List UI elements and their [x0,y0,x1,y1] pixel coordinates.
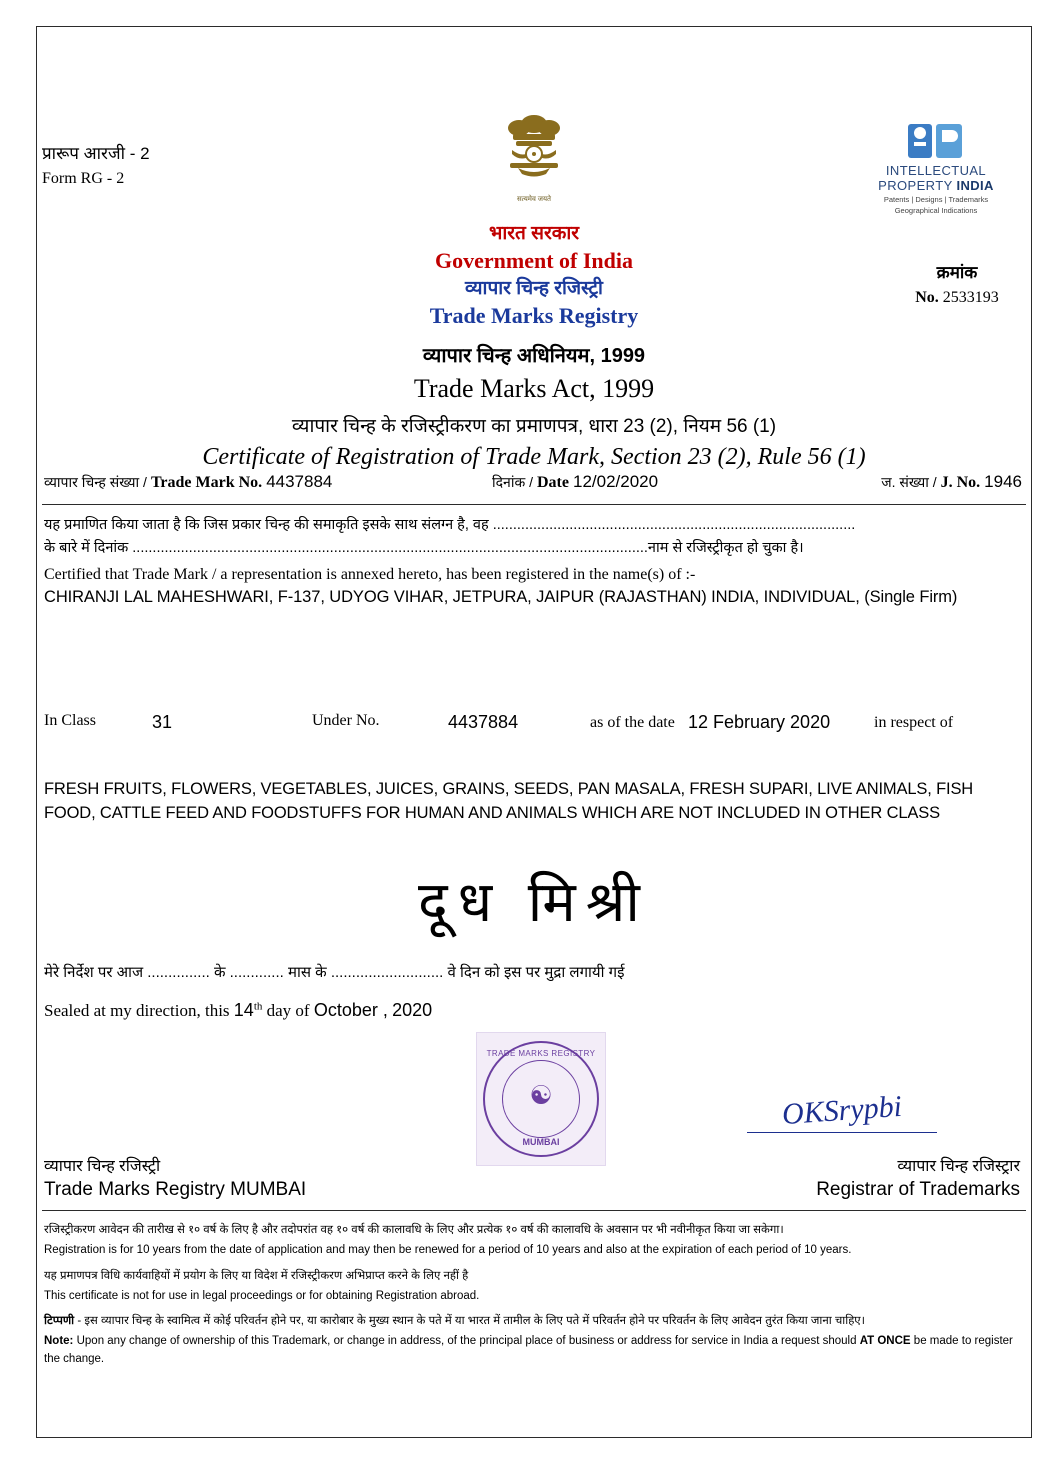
form-label-english: Form RG - 2 [42,169,125,187]
certificate-title-english: Certificate of Registration of Trade Mark, Section 23 (2), Rule 56 (1) [202,444,866,471]
serial-value: 2533193 [942,288,999,306]
registrar-english: Registrar of Trademarks [816,1179,1020,1200]
sealed-day: 14 [233,1000,254,1020]
note-3-english [44,1333,1020,1368]
ip-logo-line1: INTELLECTUAL [885,163,987,178]
date-value: 12/02/2020 [572,472,659,491]
sealed-day-suffix: th [253,1000,263,1013]
sealed-hindi-line: मेरे निर्देश पर आज ............... के ............. मास के ........................... वे दिन को इस पर मुद्रा लगायी गई [44,964,625,981]
official-stamp [476,1032,606,1166]
in-respect-of-label: in respect of [874,714,954,731]
stamp-top-text: TRADE MARKS REGISTRY [486,1049,596,1058]
trademark-number-field [44,472,332,492]
journal-label-hindi: ज. संख्या / [881,474,937,490]
note-1-hindi: रजिस्ट्रीकरण आवेदन की तारीख से १० वर्ष के लिए है और तदोपरांत वह १० वर्ष की कालावधि के लिए और प्रत्येक १० वर्ष की कालावधि के अवसान पर भी नवीनीकृत किया जा सकेगा। [44,1224,784,1236]
note-1-english: Registration is for 10 years from the date of application and may then be renewed for a period of 10 years and also at the expiration of each period of 10 years. [44,1244,852,1257]
serial-label-english [892,286,1022,310]
heading-block [42,222,1026,473]
journal-number-field [881,472,1022,492]
date-label-english: Date [537,474,569,491]
trademark-number-label-hindi: व्यापार चिन्ह संख्या / [44,474,147,490]
class-details-row [44,712,1022,738]
goods-description: FRESH FRUITS, FLOWERS, VEGETABLES, JUICES, GRAINS, SEEDS, PAN MASALA, FRESH SUPARI, LIVE ANIMALS, FISH FOOD, CATTLE FEED AND FOODSTUFFS FOR HUMAN AND ANIMALS WHICH ARE NOT INCLUDED IN OTHER CLASS [44,780,974,822]
ip-logo-sub2: Geographical Indications [894,206,978,216]
ip-india-logo [852,120,1020,216]
stamp-emblem-icon: ☯ [529,1081,553,1110]
serial-label-hindi: क्रमांक [936,263,978,282]
note-3-english-part2: be made to register the change. [44,1335,1013,1365]
form-label [42,142,150,190]
national-emblem [479,110,589,204]
sealed-year: 2020 [392,1000,433,1020]
trademark-number-value: 4437884 [266,472,333,491]
registry-office-hindi: व्यापार चिन्ह रजिस्ट्री [44,1158,161,1175]
note-3-english-emphasis: AT ONCE [859,1335,911,1348]
date-field [492,472,658,492]
ip-india-logo-icon [906,120,966,162]
note-3-hindi [44,1313,1020,1330]
emblem-motto: सत्यमेव जयते [516,196,552,203]
divider-bottom [42,1210,1026,1211]
proprietor-details: CHIRANJI LAL MAHESHWARI, F-137, UDYOG VIHAR, JETPURA, JAIPUR (RAJASTHAN) INDIA, INDIVIDUAL, (Single Firm) [44,588,958,607]
registry-hindi: व्यापार चिन्ह रजिस्ट्री [465,278,603,300]
as-of-date-value: 12 February 2020 [688,712,831,732]
ip-logo-line2-text: PROPERTY [878,177,953,193]
in-class-label: In Class [44,712,96,729]
government-english: Government of India [435,247,633,273]
ashoka-lion-capital-icon [492,110,576,192]
date-label-hindi: दिनांक / [492,474,533,490]
certified-block [44,514,1022,607]
sealed-day-of: day of [266,1001,310,1020]
sealed-month: October , [313,1000,388,1020]
stamp-outer-ring [483,1041,599,1157]
serial-no-prefix: No. [915,288,939,306]
registrar-block [816,1154,1020,1201]
under-no-value: 4437884 [448,712,519,732]
ip-logo-sub1: Patents | Designs | Trademarks [883,195,989,205]
journal-label-english: J. No. [940,474,981,491]
serial-number [892,260,1022,310]
certified-hindi-line-1: यह प्रमाणित किया जाता है कि जिस प्रकार चिन्ह की समाकृति इसके साथ संलग्न है, वह .......................................................................................... [44,517,856,533]
note-3-hindi-text: - इस व्यापार चिन्ह के स्वामित्व में कोई परिवर्तन होने पर, या कारोबार के मुख्य स्थान के पते में या भारत में तामील के लिए पते में परिवर्तन होने पर परिवर्तन के लिए आवेदन तुरंत किया जाना चाहिए। [77,1315,866,1327]
registry-office-english: Trade Marks Registry MUMBAI [44,1179,307,1200]
trademark-info-row [42,472,1026,496]
government-hindi: भारत सरकार [488,223,580,244]
sealed-prefix: Sealed at my direction, this [44,1001,230,1020]
stamp-inner-ring [502,1060,580,1138]
registrar-signature [732,1089,952,1133]
act-hindi: व्यापार चिन्ह अधिनियम, 1999 [422,344,646,367]
as-of-date-label: as of the date [590,714,675,731]
journal-number-value: 1946 [984,472,1022,491]
form-label-hindi: प्रारूप आरजी - 2 [42,144,150,163]
act-english: Trade Marks Act, 1999 [413,373,655,403]
under-no-label: Under No. [312,712,380,729]
trademark-representation: दूध मिश्री [418,870,650,933]
divider-top [42,504,1026,505]
note-2-english: This certificate is not for use in legal proceedings or for obtaining Registration abroad. [44,1289,480,1302]
note-2-hindi: यह प्रमाणपत्र विधि कार्यवाहियों में प्रयोग के लिए या विदेश में रजिस्ट्रीकरण अभिप्राप्त करने के लिए नहीं है [44,1269,469,1282]
signature-line [747,1132,937,1133]
ip-logo-line2 [852,179,1020,194]
stamp-city: MUMBAI [522,1137,560,1147]
note-3-hindi-label: टिप्पणी [44,1315,75,1327]
note-3-english-label: Note: [44,1335,74,1348]
trademark-number-label-english: Trade Mark No. [150,474,263,491]
certificate-title-hindi: व्यापार चिन्ह के रजिस्ट्रीकरण का प्रमाणपत्र, धारा 23 (2), नियम 56 (1) [291,416,777,438]
certificate-content [42,32,1026,1432]
note-3-english-part1: Upon any change of ownership of this Trademark, or change in address, of the principal place of business or address for service in India a request should [76,1335,857,1348]
certified-hindi-line-2: के बारे में दिनांक ................................................................................................................................नाम से रजिस्ट्रीकृत हो चुका है। [44,540,804,557]
sealed-english-line [44,1000,432,1021]
registrar-hindi: व्यापार चिन्ह रजिस्ट्रार [897,1158,1020,1175]
certified-english-line: Certified that Trade Mark / a representation is annexed hereto, has been registered in the name(s) of :- [44,566,696,584]
in-class-value: 31 [152,712,173,732]
footer-notes [44,1222,1020,1376]
ip-logo-line3: INDIA [956,177,994,193]
registry-office-block [44,1154,306,1201]
registry-english: Trade Marks Registry [429,302,639,328]
signature-ink: OKSrypbi [780,1089,903,1132]
